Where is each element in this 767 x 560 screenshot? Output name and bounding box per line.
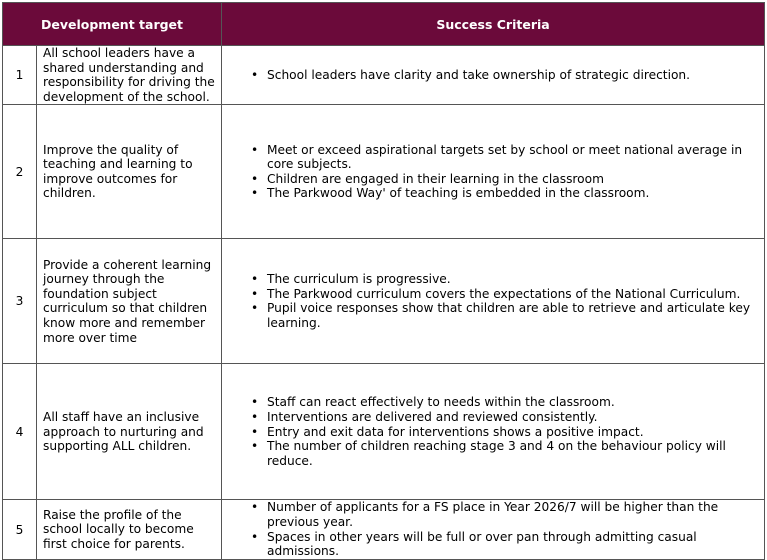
success-criteria-cell <box>222 364 765 500</box>
development-plan-table <box>2 2 765 560</box>
row-number: 4 <box>3 364 37 500</box>
criteria-item: • The curriculum is progressive. <box>267 272 758 287</box>
success-criteria-cell <box>222 500 765 559</box>
criteria-item: • The Parkwood curriculum covers the expectations of the National Curriculum. <box>267 287 758 302</box>
success-criteria-cell <box>222 105 765 239</box>
table-row <box>3 500 765 559</box>
criteria-list <box>222 395 758 468</box>
table-header-row <box>3 3 765 46</box>
criteria-item: • Interventions are delivered and reviewed consistently. <box>267 410 758 425</box>
table-row <box>3 105 765 239</box>
criteria-item: • Spaces in other years will be full or over pan through admitting casual admissions. <box>267 530 758 559</box>
criteria-item: • The Parkwood Way' of teaching is embedded in the classroom. <box>267 186 758 201</box>
criteria-item: • Meet or exceed aspirational targets set by school or meet national average in core subjects. <box>267 143 758 172</box>
criteria-list <box>222 272 758 330</box>
criteria-list <box>222 500 758 558</box>
table-row <box>3 364 765 500</box>
row-number: 1 <box>3 46 37 105</box>
criteria-item: • The number of children reaching stage 3 and 4 on the behaviour policy will reduce. <box>267 439 758 468</box>
row-number: 2 <box>3 105 37 239</box>
criteria-item: • Pupil voice responses show that children are able to retrieve and articulate key learning. <box>267 301 758 330</box>
criteria-item: • Number of applicants for a FS place in Year 2026/7 will be higher than the previous year. <box>267 500 758 529</box>
development-target-cell: All school leaders have a shared understanding and responsibility for driving the development of the school. <box>37 46 222 105</box>
success-criteria-cell <box>222 46 765 105</box>
row-number: 5 <box>3 500 37 559</box>
header-development-target: Development target <box>3 3 222 46</box>
criteria-item: • Staff can react effectively to needs within the classroom. <box>267 395 758 410</box>
development-target-cell: Improve the quality of teaching and learning to improve outcomes for children. <box>37 105 222 239</box>
success-criteria-cell <box>222 239 765 364</box>
criteria-list <box>222 143 758 201</box>
criteria-item: • School leaders have clarity and take ownership of strategic direction. <box>267 68 758 83</box>
table-row <box>3 46 765 105</box>
table-row <box>3 239 765 364</box>
criteria-item: • Entry and exit data for interventions shows a positive impact. <box>267 425 758 440</box>
criteria-list <box>222 68 758 83</box>
row-number: 3 <box>3 239 37 364</box>
header-success-criteria: Success Criteria <box>222 3 765 46</box>
criteria-item: • Children are engaged in their learning in the classroom <box>267 172 758 187</box>
development-target-cell: Raise the profile of the school locally to become first choice for parents. <box>37 500 222 559</box>
development-target-cell: Provide a coherent learning journey through the foundation subject curriculum so that children know more and remember more over time <box>37 239 222 364</box>
development-target-cell: All staff have an inclusive approach to nurturing and supporting ALL children. <box>37 364 222 500</box>
